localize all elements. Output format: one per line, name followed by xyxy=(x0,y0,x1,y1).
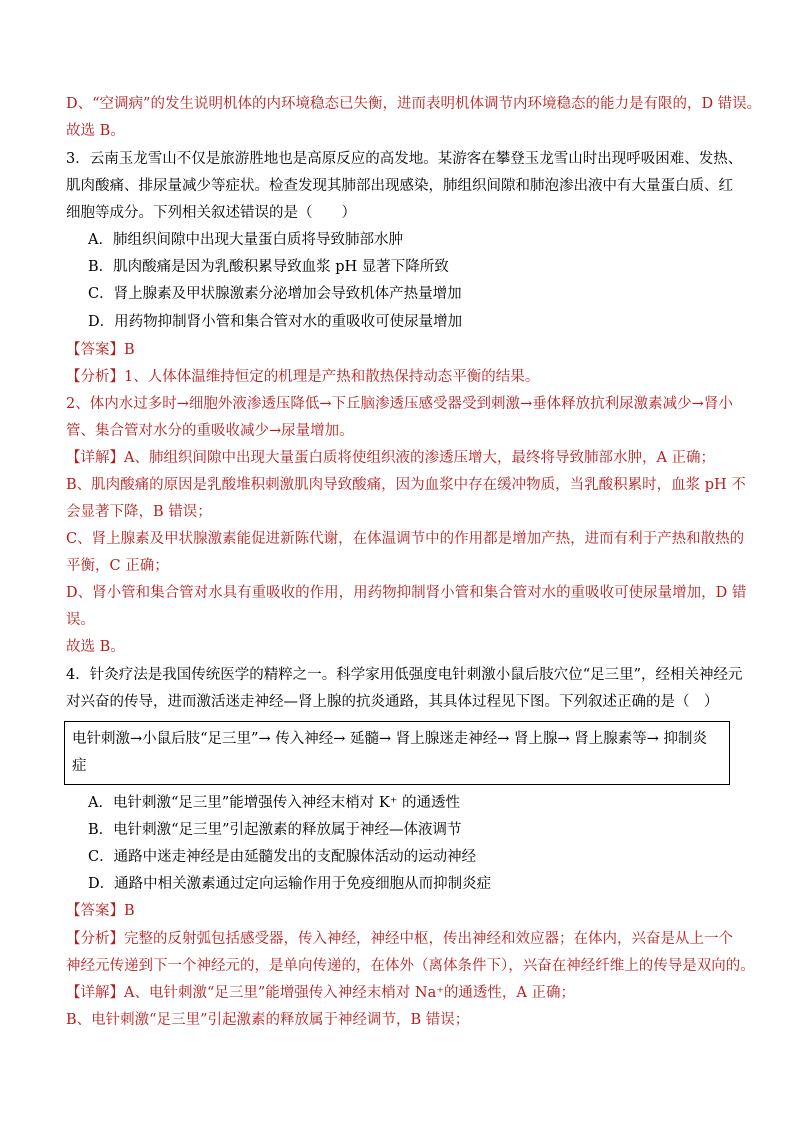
text-line: 故选 B。 xyxy=(66,123,125,139)
explanation-line: B、肌肉酸痛的原因是乳酸堆积刺激肌肉导致酸痛，因为血浆中存在缓冲物质，当乳酸积累时，血浆 pH 不 xyxy=(66,477,746,493)
analysis-line: 【分析】完整的反射弧包括感受器，传入神经，神经中枢，传出神经和效应器；在体内，兴奋是从上一个 xyxy=(66,931,733,947)
text-line: 故选 B。 xyxy=(66,639,125,655)
question-stem: 肌肉酸痛、排尿量减少等症状。检查发现其肺部出现感染，肺组织间隙和肺泡渗出液中有大量蛋白质、红 xyxy=(66,178,733,194)
option-a: A．电针刺激“足三里”能增强传入神经末梢对 K⁺ 的通透性 xyxy=(88,795,460,811)
option-c: C．通路中迷走神经是由延髓发出的支配腺体活动的运动神经 xyxy=(88,849,477,865)
explanation-line: 【详解】A、肺组织间隙中出现大量蛋白质将使组织液的渗透压增大，最终将导致肺部水肿，A 正确； xyxy=(66,450,716,466)
pathway-text: 电针刺激→小鼠后肢“足三里”→ 传入神经→ 延髓→ 肾上腺迷走神经→ 肾上腺→ 肾上腺素等→ 抑制炎 xyxy=(72,731,708,747)
explanation-line: D、肾小管和集合管对水具有重吸收的作用，用药物抑制肾小管和集合管对水的重吸收可使尿量增加，D 错 xyxy=(66,585,747,601)
option-b: B．电针刺激“足三里”引起激素的释放属于神经—体液调节 xyxy=(88,822,462,838)
option-c: C．肾上腺素及甲状腺激素分泌增加会导致机体产热量增加 xyxy=(88,286,462,302)
explanation-line: C、肾上腺素及甲状腺激素能促进新陈代谢，在体温调节中的作用都是增加产热，进而有利于产热和散热的 xyxy=(66,531,745,547)
explanation-line: 误。 xyxy=(66,612,95,628)
text-line: D、“空调病”的发生说明机体的内环境稳态已失衡，进而表明机体调节内环境稳态的能力是有限的，D 错误。 xyxy=(66,96,762,112)
analysis-line: 管、集合管对水分的重吸收减少→尿量增加。 xyxy=(66,423,354,439)
explanation-line: 会显著下降，B 错误； xyxy=(66,504,212,520)
option-d: D．通路中相关激素通过定向运输作用于免疫细胞从而抑制炎症 xyxy=(88,876,492,892)
answer-line: 【答案】B xyxy=(66,342,135,358)
explanation-line: 【详解】A、电针刺激“足三里”能增强传入神经末梢对 Na⁺的通透性，A 正确； xyxy=(66,985,575,1001)
question-stem: 3．云南玉龙雪山不仅是旅游胜地也是高原反应的高发地。某游客在攀登玉龙雪山时出现呼吸困难、发热、 xyxy=(66,151,743,167)
pathway-text: 症 xyxy=(72,758,87,774)
explanation-line: B、电针刺激“足三里”引起激素的释放属于神经调节，B 错误； xyxy=(66,1012,470,1028)
pathway-box xyxy=(64,721,730,785)
explanation-line: 平衡，C 正确； xyxy=(66,558,169,574)
option-d: D．用药物抑制肾小管和集合管对水的重吸收可使尿量增加 xyxy=(88,314,463,330)
analysis-line: 2、体内水过多时→细胞外液渗透压降低→下丘脑渗透压感受器受到刺激→垂体释放抗利尿激素减少→肾小 xyxy=(66,396,733,412)
option-b: B．肌肉酸痛是因为乳酸积累导致血浆 pH 显著下降所致 xyxy=(88,259,449,275)
option-a: A．肺组织间隙中出现大量蛋白质将导致肺部水肿 xyxy=(88,232,403,248)
question-stem: 对兴奋的传导，进而激活迷走神经—肾上腺的抗炎通路，其具体过程见下图。下列叙述正确的是（ ） xyxy=(66,694,719,710)
analysis-line: 神经元传递到下一个神经元的，是单向传递的，在体外（离体条件下），兴奋在神经纤维上的传导是双向的。 xyxy=(66,958,755,974)
question-stem: 4．针灸疗法是我国传统医学的精粹之一。科学家用低强度电针刺激小鼠后肢穴位“足三里”，经相关神经元 xyxy=(66,667,743,683)
answer-line: 【答案】B xyxy=(66,903,135,919)
analysis-line: 【分析】1、人体体温维持恒定的机理是产热和散热保持动态平衡的结果。 xyxy=(66,369,540,385)
question-stem: 细胞等成分。下列相关叙述错误的是（ ） xyxy=(66,205,356,221)
